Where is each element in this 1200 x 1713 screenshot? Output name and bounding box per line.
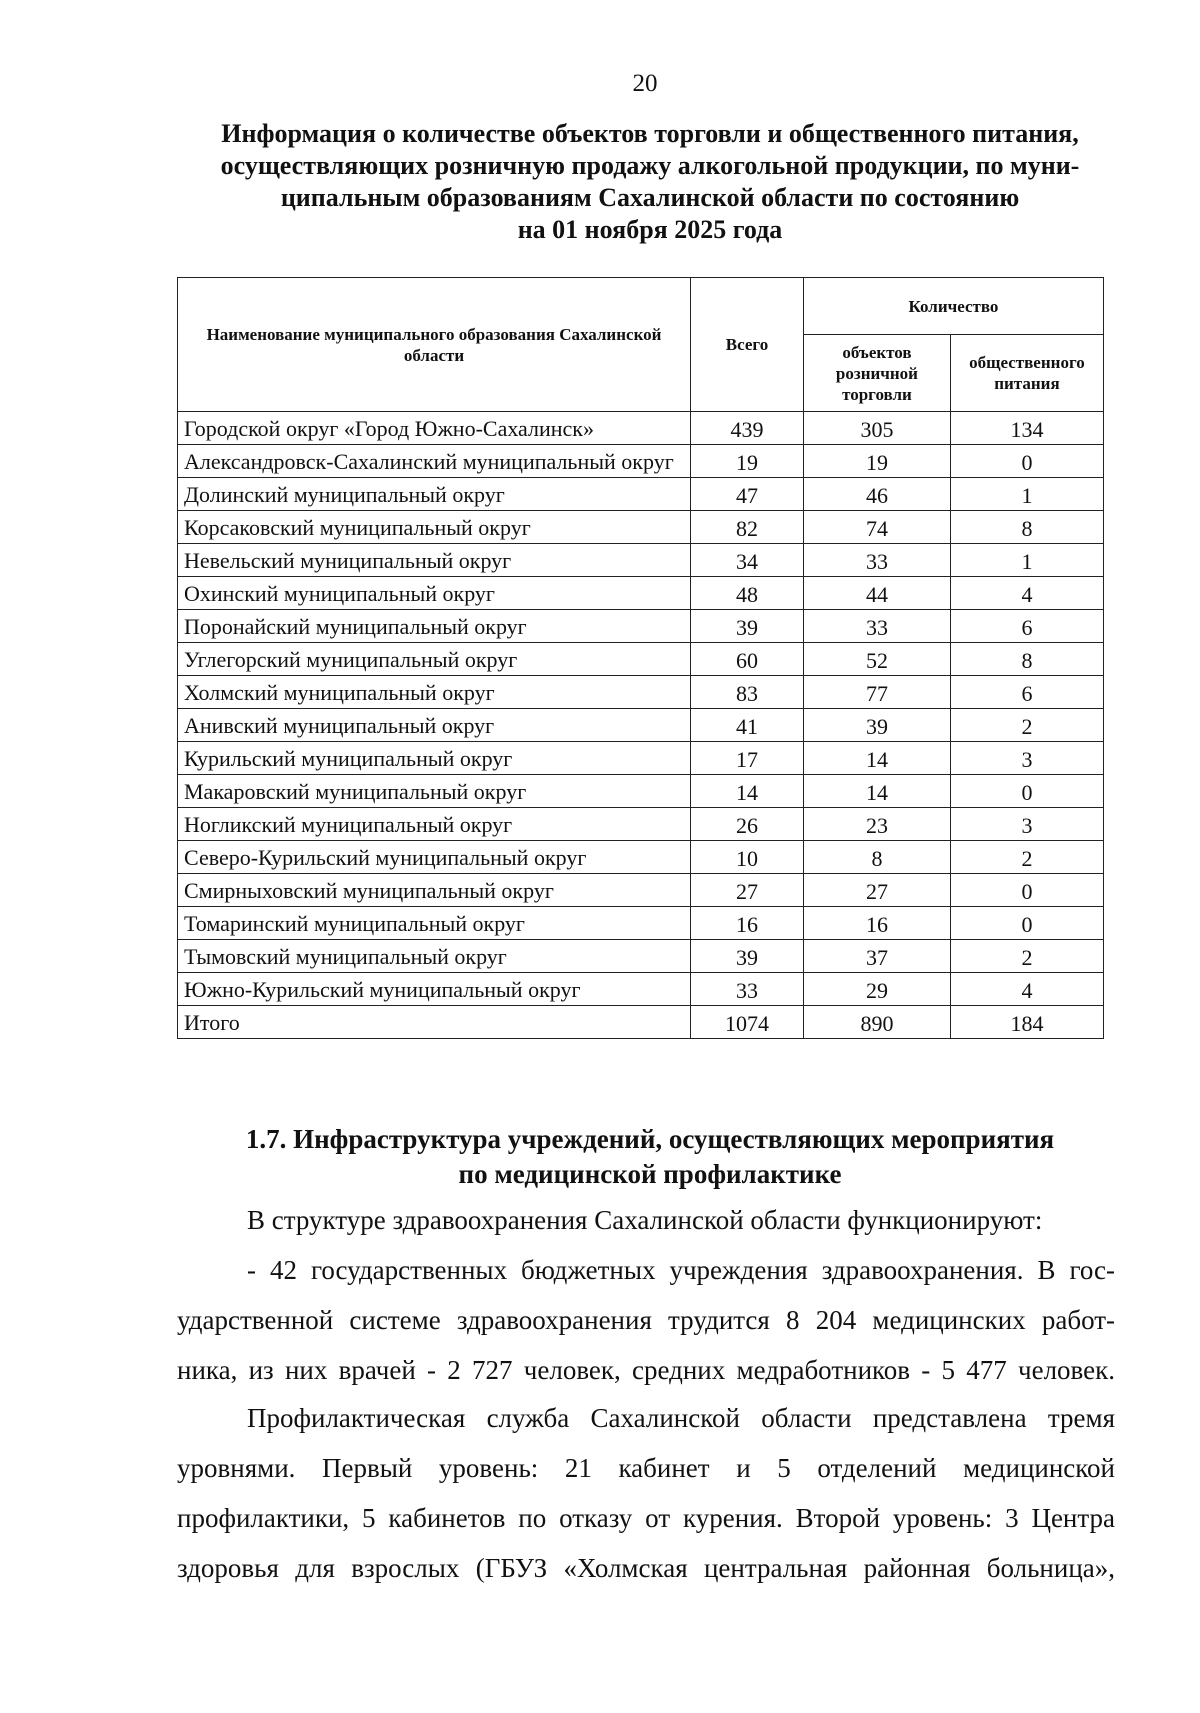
cell-catering: 3	[950, 742, 1103, 775]
cell-total: 1074	[691, 1006, 804, 1039]
cell-retail: 23	[804, 808, 951, 841]
table-row	[178, 841, 1104, 874]
header-name: Наименование муниципального образования Сахалинской области	[178, 278, 691, 412]
table-row	[178, 1006, 1104, 1039]
paragraph-institutions	[177, 1245, 1115, 1395]
document-title	[170, 118, 1130, 246]
cell-name: Углегорский муниципальный округ	[178, 643, 691, 676]
alcohol-retail-table	[177, 277, 1104, 1039]
cell-retail: 19	[804, 445, 951, 478]
table-row	[178, 808, 1104, 841]
cell-retail: 890	[804, 1006, 951, 1039]
cell-total: 41	[691, 709, 804, 742]
cell-retail: 44	[804, 577, 951, 610]
cell-catering: 184	[950, 1006, 1103, 1039]
cell-retail: 77	[804, 676, 951, 709]
table-row	[178, 676, 1104, 709]
cell-retail: 52	[804, 643, 951, 676]
cell-retail: 27	[804, 874, 951, 907]
cell-catering: 8	[950, 511, 1103, 544]
section-title-line: 1.7. Инфраструктура учреждений, осуществляющих мероприятия	[245, 1124, 1055, 1154]
table-row	[178, 478, 1104, 511]
cell-total: 48	[691, 577, 804, 610]
table-row	[178, 610, 1104, 643]
cell-name: Корсаковский муниципальный округ	[178, 511, 691, 544]
cell-catering: 1	[950, 544, 1103, 577]
cell-catering: 2	[950, 709, 1103, 742]
cell-retail: 33	[804, 544, 951, 577]
cell-total: 83	[691, 676, 804, 709]
cell-name: Холмский муниципальный округ	[178, 676, 691, 709]
cell-name: Южно-Курильский муниципальный округ	[178, 973, 691, 1006]
cell-catering: 4	[950, 577, 1103, 610]
cell-retail: 74	[804, 511, 951, 544]
cell-name: Поронайский муниципальный округ	[178, 610, 691, 643]
paragraph-line: - 42 государственных бюджетных учреждения здравоохранения. В гос-	[247, 1255, 1115, 1285]
title-line: осуществляющих розничную продажу алкогольной продукции, по муни-	[220, 151, 1080, 180]
table-row	[178, 709, 1104, 742]
cell-retail: 305	[804, 412, 951, 445]
cell-retail: 46	[804, 478, 951, 511]
table-row	[178, 577, 1104, 610]
cell-name: Ногликский муниципальный округ	[178, 808, 691, 841]
cell-retail: 16	[804, 907, 951, 940]
cell-total: 17	[691, 742, 804, 775]
cell-total: 27	[691, 874, 804, 907]
cell-catering: 4	[950, 973, 1103, 1006]
cell-name: Курильский муниципальный округ	[178, 742, 691, 775]
cell-retail: 14	[804, 742, 951, 775]
cell-name: Невельский муниципальный округ	[178, 544, 691, 577]
cell-total: 16	[691, 907, 804, 940]
table-row	[178, 742, 1104, 775]
table-row	[178, 412, 1104, 445]
table-row	[178, 907, 1104, 940]
cell-total: 33	[691, 973, 804, 1006]
title-line: на 01 ноября 2025 года	[517, 215, 783, 244]
cell-catering: 6	[950, 676, 1103, 709]
paragraph-structure	[177, 1195, 1115, 1245]
cell-total: 10	[691, 841, 804, 874]
cell-catering: 0	[950, 775, 1103, 808]
table-row	[178, 544, 1104, 577]
cell-name: Северо-Курильский муниципальный округ	[178, 841, 691, 874]
header-catering: общественного питания	[950, 335, 1103, 412]
cell-name: Томаринский муниципальный округ	[178, 907, 691, 940]
paragraph-line: В структуре здравоохранения Сахалинской области функционируют:	[247, 1205, 1043, 1235]
paragraph-line: уровнями. Первый уровень: 21 кабинет и 5 отделений медицинской	[177, 1453, 1115, 1483]
title-line: Информация о количестве объектов торговли и общественного питания,	[221, 119, 1079, 148]
cell-total: 82	[691, 511, 804, 544]
table-row	[178, 940, 1104, 973]
cell-retail: 29	[804, 973, 951, 1006]
cell-total: 60	[691, 643, 804, 676]
table-row	[178, 643, 1104, 676]
cell-name: Итого	[178, 1006, 691, 1039]
paragraph-line: здоровья для взрослых (ГБУЗ «Холмская центральная районная больница»,	[177, 1553, 1115, 1583]
paragraph-prevention-service	[177, 1393, 1115, 1593]
paragraph-line: Профилактическая служба Сахалинской области представлена тремя	[247, 1403, 1115, 1433]
cell-name: Долинский муниципальный округ	[178, 478, 691, 511]
cell-retail: 8	[804, 841, 951, 874]
table-row	[178, 445, 1104, 478]
cell-catering: 2	[950, 841, 1103, 874]
paragraph-line: ника, из них врачей - 2 727 человек, средних медработников - 5 477 человек.	[177, 1355, 1115, 1385]
cell-retail: 33	[804, 610, 951, 643]
cell-name: Александровск-Сахалинский муниципальный округ	[178, 445, 691, 478]
header-total: Всего	[691, 278, 804, 412]
cell-name: Городской округ «Город Южно-Сахалинск»	[178, 412, 691, 445]
cell-catering: 6	[950, 610, 1103, 643]
cell-retail: 37	[804, 940, 951, 973]
cell-name: Охинский муниципальный округ	[178, 577, 691, 610]
cell-name: Тымовский муниципальный округ	[178, 940, 691, 973]
cell-total: 39	[691, 940, 804, 973]
cell-name: Макаровский муниципальный округ	[178, 775, 691, 808]
cell-retail: 39	[804, 709, 951, 742]
cell-catering: 8	[950, 643, 1103, 676]
cell-catering: 3	[950, 808, 1103, 841]
table-row	[178, 973, 1104, 1006]
cell-catering: 0	[950, 874, 1103, 907]
cell-total: 439	[691, 412, 804, 445]
cell-catering: 2	[950, 940, 1103, 973]
cell-total: 19	[691, 445, 804, 478]
paragraph-line: ударственной системе здравоохранения трудится 8 204 медицинских работ-	[177, 1305, 1115, 1335]
table-row	[178, 874, 1104, 907]
cell-name: Смирныховский муниципальный округ	[178, 874, 691, 907]
section-title-line: по медицинской профилактике	[458, 1159, 842, 1189]
cell-total: 34	[691, 544, 804, 577]
cell-catering: 134	[950, 412, 1103, 445]
cell-retail: 14	[804, 775, 951, 808]
table-row	[178, 775, 1104, 808]
table-row	[178, 511, 1104, 544]
header-retail: объектов розничной торговли	[804, 335, 951, 412]
cell-total: 26	[691, 808, 804, 841]
cell-catering: 0	[950, 445, 1103, 478]
paragraph-line: профилактики, 5 кабинетов по отказу от курения. Второй уровень: 3 Центра	[177, 1503, 1115, 1533]
header-quantity: Количество	[804, 278, 1104, 335]
section-title	[170, 1122, 1130, 1192]
page-number: 20	[632, 70, 658, 97]
cell-name: Анивский муниципальный округ	[178, 709, 691, 742]
cell-total: 39	[691, 610, 804, 643]
cell-catering: 1	[950, 478, 1103, 511]
table-body	[178, 412, 1104, 1039]
cell-total: 14	[691, 775, 804, 808]
title-line: ципальным образованиям Сахалинской области по состоянию	[280, 183, 1020, 212]
cell-catering: 0	[950, 907, 1103, 940]
cell-total: 47	[691, 478, 804, 511]
